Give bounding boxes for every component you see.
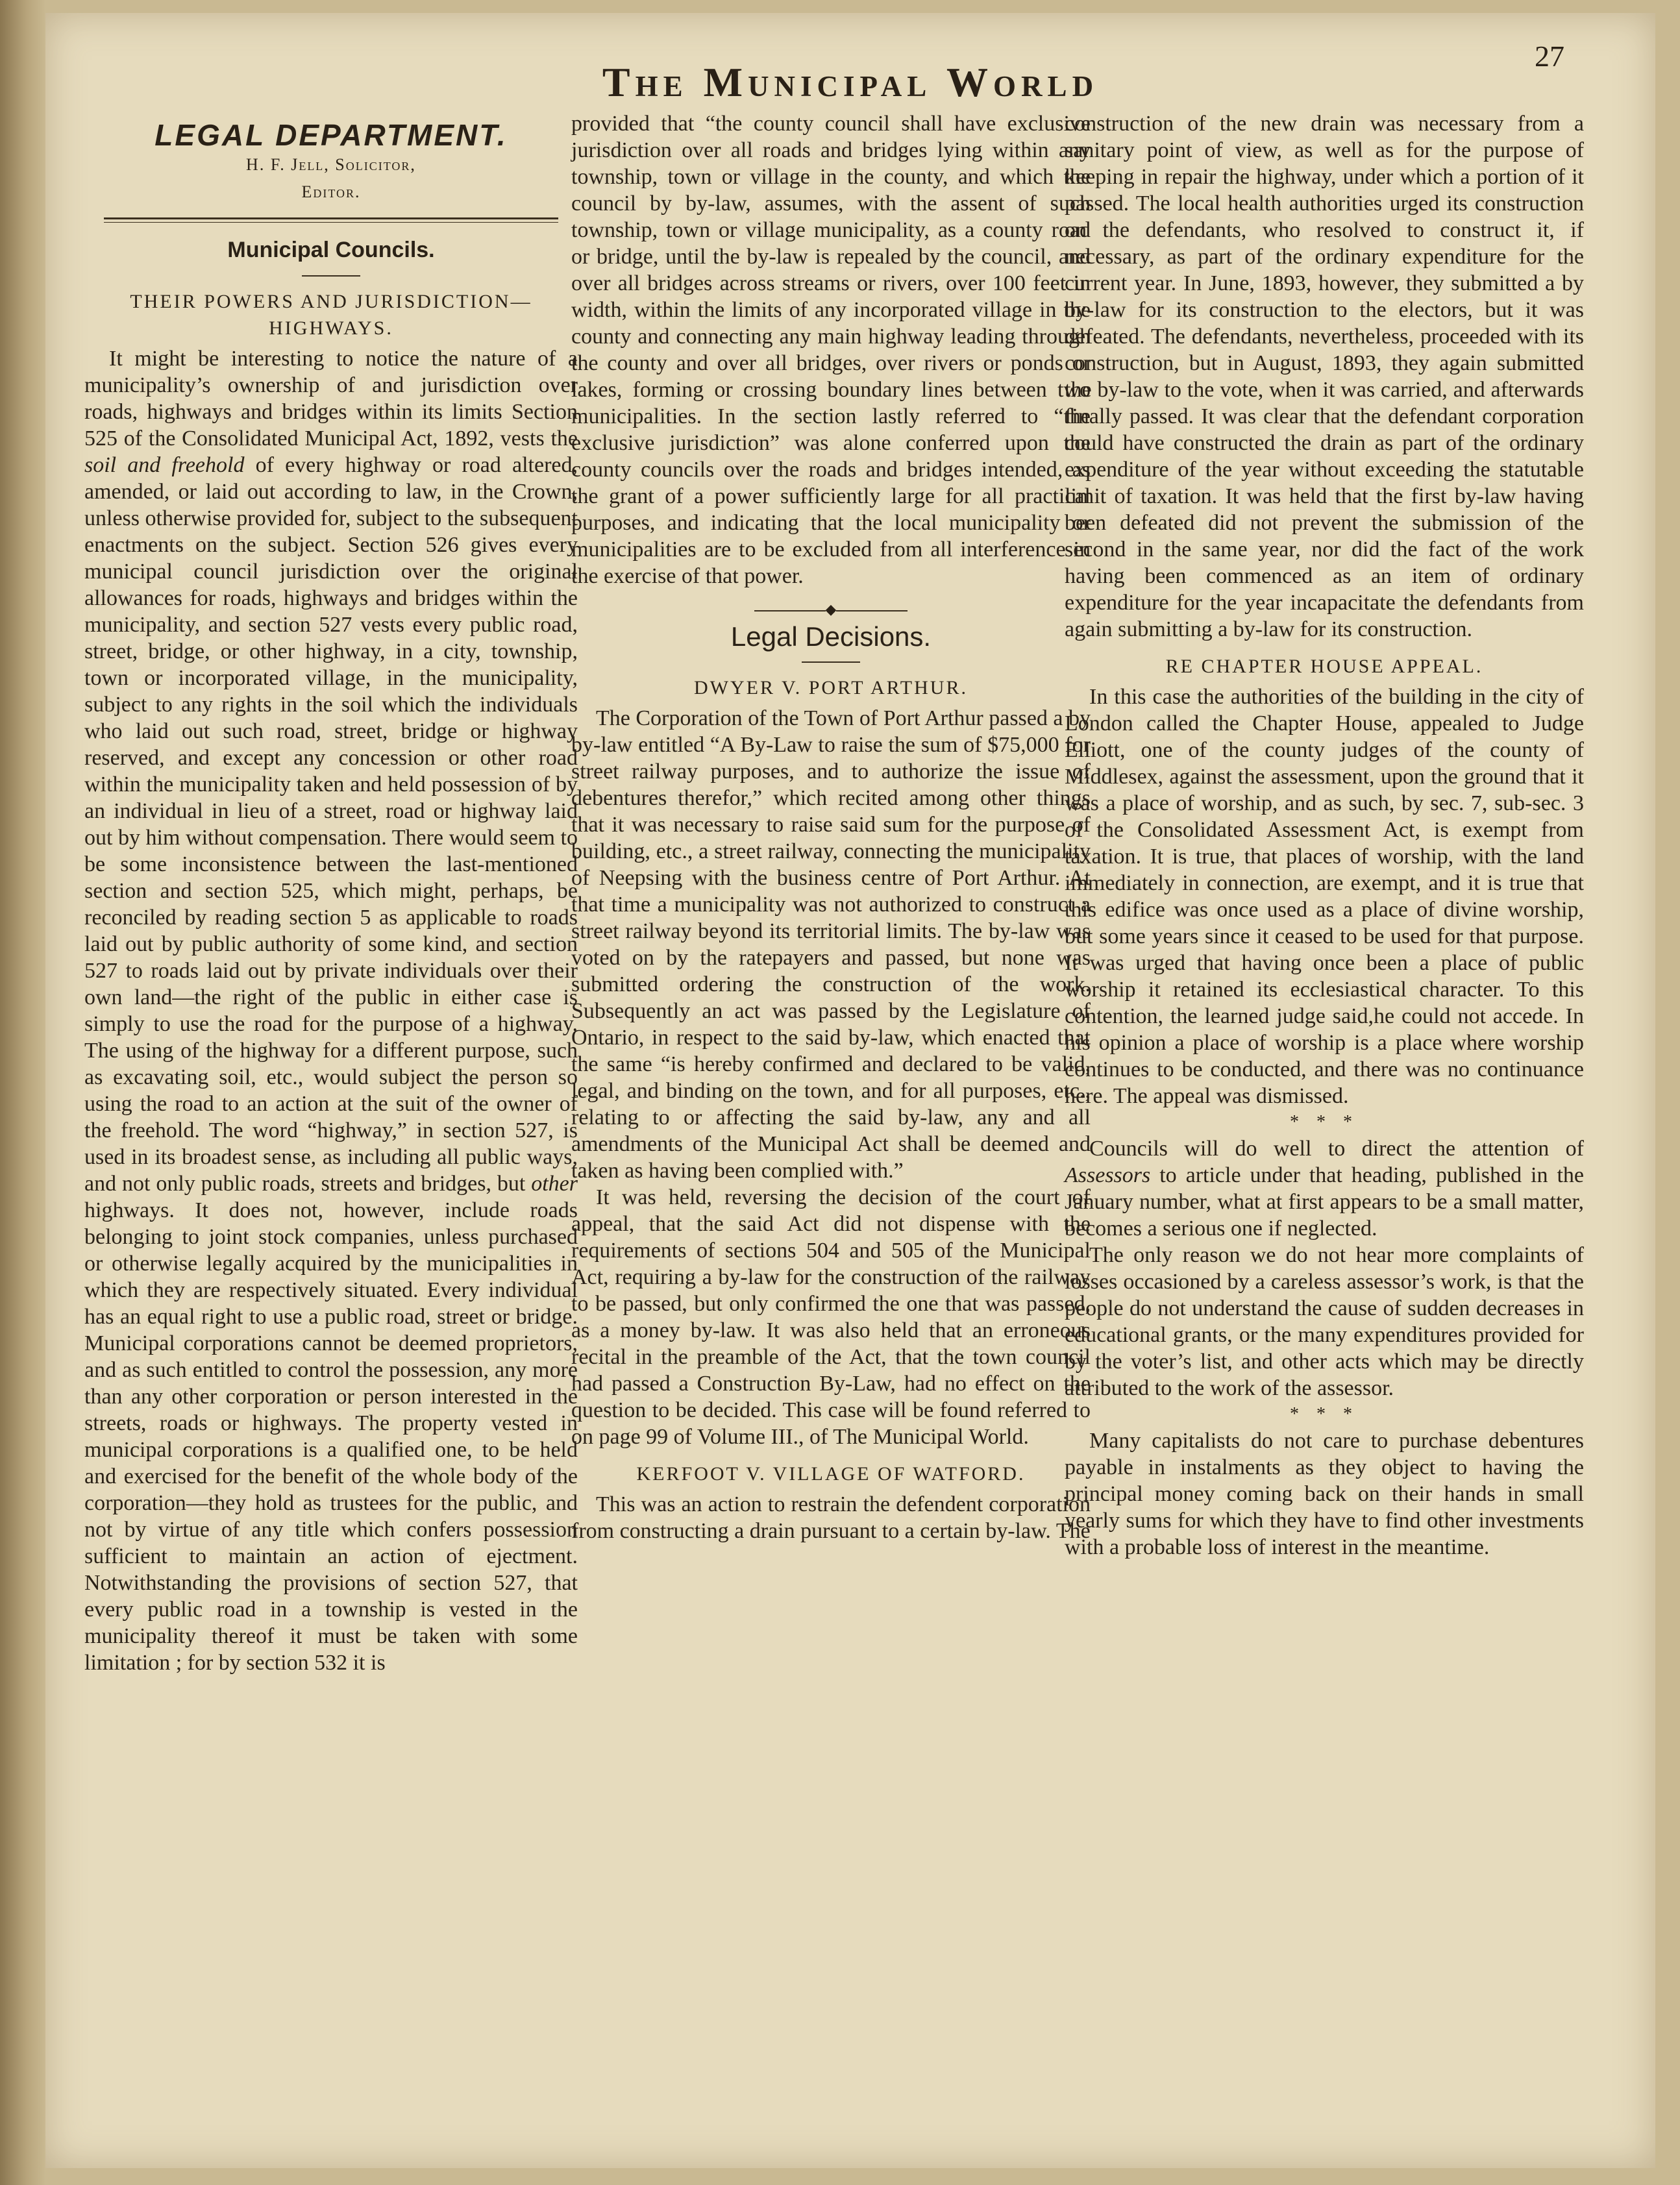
column-3: [1065, 110, 1584, 1561]
asterism-divider: * * *: [1290, 1404, 1359, 1424]
case-paragraph-continued: construction of the new drain was necessary from a sanitary point of view, as well as for the purpose of keeping in repair the highway, under which a portion of it passed. The local health authorities urged its construction on the defendants, who resolved to construct it, if necessary, as part of the ordinary expenditure for the current year. In June, 1893, however, they submitted a by by-law for its construction to the electors, but it was defeated. The defendants, nevertheless, proceeded with its construction, but in August, 1893, they again submitted the by-law to the vote, when it was carried, and afterwards finally passed. It was clear that the defendant corporation could have constructed the drain as part of the ordinary expenditure of the year without exceeding the statutable limit of taxation. It was held that the first by-law having been defeated did not prevent the submission of the second in the same year, nor did the fact of the work having been commenced as an item of ordinary expenditure for the year incapacitate the defendants from again submitting a by-law for its construction.: [1065, 112, 1584, 641]
masthead: The Municipal World: [602, 59, 1099, 105]
case-paragraph: The Corporation of the Town of Port Arthur passed a by by-law entitled “A By-Law to raise the sum of $75,000 for street railway purposes, and to authorize the issue of debentures therefor,” which recited among other things that it was necessary to raise said sum for the purpose of building, etc., a street railway, connecting the municipality of Neepsing with the business centre of Port Arthur. At that time a municipality was not authorized to construct a street railway beyond its territorial limits. The by-law was voted on by the ratepayers and passed, but none was submitted ordering the construction of the work. Subsequently an act was passed by the Legislature of Ontario, in respect to the said by-law, which enacted that the same “is hereby confirmed and declared to be valid, legal, and binding on the town, and for all purposes, etc., relating to or affecting the said by-law, any and all amendments of the Municipal Act shall be deemed and taken as having been complied with.”: [571, 706, 1091, 1183]
double-rule-divider: [104, 217, 558, 223]
article-paragraph: It might be interesting to notice the nature of a municipality’s ownership of and jurisdiction over roads, highways and bridges within its limits Section 525 of the Consolidated Municipal Act, 1892, vests the soil and freehold of every highway or road altered, amended, or laid out according to law, in the Crown, unless otherwise provided for, subject to the subsequent enactments on the subject. Section 526 gives every municipal council jurisdiction over the original allowances for roads, highways and bridges within the municipality, and section 527 vests every public road, street, bridge, or other highway, in a city, township, town or incorporated village, in the municipality, subject to any rights in the soil which the individuals who laid out such road, street, bridge or highway reserved, and except any concession or other road within the municipality taken and held possession of by an individual in lieu of a street, road or highway laid out by him without compensation. There would seem to be some inconsistence between the last-mentioned section and section 525, which might, perhaps, be reconciled by reading section 5 as applicable to roads laid out by public authority of some kind, and section 527 to roads laid out by private individuals over their own land—the right of the public in either case is simply to use the road for the purpose of a highway. The using of the highway for a different purpose, such as excavating soil, etc., would subject the person so using the road to an action at the suit of the owner of the freehold. The word “highway,” in section 527, is used in its broadest sense, as including all public ways, and not only public roads, streets and bridges, but other highways. It does not, however, include roads belonging to joint stock companies, unless purchased or otherwise legally acquired by the municipalities in which they are respectively situated. Every individual has an equal right to use a public road, street or bridge. Municipal corporations cannot be deemed proprietors, and as such entitled to control the possession, any more than any other corporation or person interested in the streets, roads or highways. The property vested in municipal corporations is a qualified one, to be held and exercised for the benefit of the whole body of the corporation—they hold as trustees for the public, and not by virtue of any title which confers possession sufficient to maintain an action of ejectment. Notwithstanding the provisions of section 527, that every public road in a township is vested in the municipality thereof it must be taken with some limitation ; for by section 532 it is: [84, 347, 578, 1675]
section-title-municipal-councils: Municipal Councils.: [227, 238, 435, 262]
editor-byline: H. F. Jell, Solicitor,: [246, 155, 416, 174]
page-number: 27: [1535, 40, 1564, 73]
case-title-kerfoot: KERFOOT V. VILLAGE OF WATFORD.: [636, 1463, 1026, 1485]
case-title-dwyer: DWYER V. PORT ARTHUR.: [694, 677, 968, 698]
column-1: [84, 110, 578, 1676]
case-paragraph: In this case the authorities of the building in the city of London called the Chapter House, appealed to Judge Elliott, one of the county judges of the county of Middlesex, against the assessment, upon the ground that it was a place of worship, and as such, by sec. 7, sub-sec. 3 of the Consolidated Assessment Act, is exempt from taxation. It is true, that places of worship, with the land immediately in connection, are exempt, and it is true that this edifice was once used as a place of divine worship, but some years since it ceased to be used for that purpose. It was urged that having once been a place of public worship it retained its ecclesiastical character. To this contention, the learned judge said,he could not accede. In his opinion a place of worship is a place where worship continues to be conducted, and there was no continuance here. The appeal was dismissed.: [1065, 685, 1584, 1108]
case-title-chapter-house: RE CHAPTER HOUSE APPEAL.: [1165, 656, 1483, 677]
section-title-legal-decisions: Legal Decisions.: [730, 621, 932, 652]
editor-role: Editor.: [301, 182, 361, 201]
ornamental-rule-divider: ◆: [571, 602, 1091, 617]
note-paragraph: The only reason we do not hear more complaints of losses occasioned by a careless assessor’s work, is that the people do not understand the cause of sudden decreases in educational grants, or the many expenditures provided for by the voter’s list, and other acts which may be directly attributed to the work of the assessor.: [1065, 1243, 1584, 1400]
case-paragraph: It was held, reversing the decision of the court of appeal, that the said Act did not dispense with the requirements of sections 504 and 505 of the Municipal Act, requiring a by-law for the construction of the railway to be passed, but only confirmed the one that was passed, as a money by-law. It was also held that an erroneous recital in the preamble of the Act, that the town council had passed a Construction By-Law, had no effect on the question to be decided. This case will be found referred to on page 99 of Volume III., of The Municipal World.: [571, 1185, 1091, 1449]
note-paragraph: Many capitalists do not care to purchase debentures payable in instalments as they object to having the principal money coming back on their hands in small yearly sums for which they have to find other investments with a probable loss of interest in the meantime.: [1065, 1429, 1584, 1559]
article-subhead: THEIR POWERS AND JURISDICTION— HIGHWAYS.: [130, 291, 532, 339]
department-title: LEGAL DEPARTMENT.: [154, 118, 508, 152]
note-paragraph: Councils will do well to direct the attention of Assessors to article under that heading, published in the January number, what at first appears to be a small matter, becomes a serious one if neglected.: [1065, 1137, 1584, 1241]
short-rule-divider: [302, 275, 360, 277]
short-rule-divider: [802, 661, 860, 663]
asterism-divider: * * *: [1290, 1112, 1359, 1132]
book-binding-edge: [0, 0, 45, 2185]
case-paragraph: This was an action to restrain the defendent corporation from constructing a drain pursuant to a certain by-law. The: [571, 1492, 1091, 1543]
column-2: [571, 110, 1091, 1544]
article-paragraph-continued: provided that “the county council shall have exclusive jurisdiction over all roads and bridges lying within any township, town or village in the county, and which the council by by-law, assumes, with the assent of such township, town or village municipality, as a county road or bridge, until the by-law is repealed by the council, and over all bridges across streams or rivers, over 100 feet in width, within the limits of any incorporated village in the county and connecting any main highway leading through the county and over all bridges, over rivers or ponds or lakes, forming or crossing boundary lines between two municipalities. In the section lastly referred to “the exclusive jurisdiction” was alone conferred upon the county councils over the roads and bridges intended, as the grant of a power sufficiently large for all practical purposes, and indicating that the local municipality or municipalities are to be excluded from all interference in the exercise of that power.: [571, 112, 1091, 588]
